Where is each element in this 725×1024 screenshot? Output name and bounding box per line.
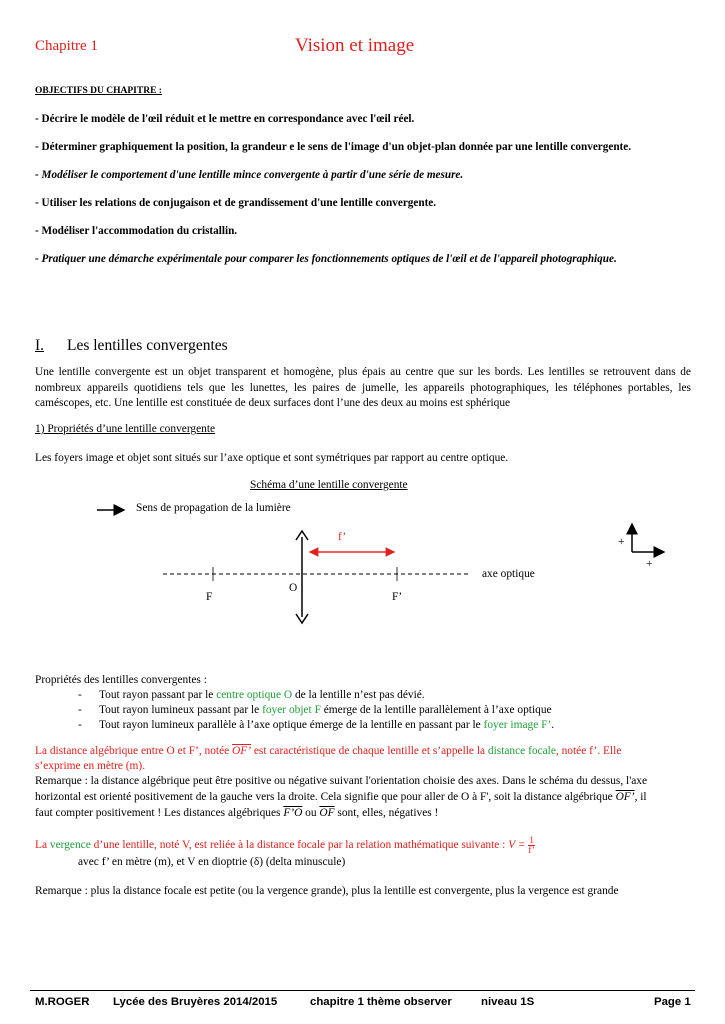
- objective-item: - Utiliser les relations de conjugaison et de grandissement d'une lentille convergente.: [35, 197, 437, 209]
- intro-paragraph: Une lentille convergente est un objet transparent et homogène, plus épais au centre que sur les bords. Les lentilles se retrouvent dans de nombreux appareils quotidiens tels que les lunettes, les paires de jumelle, les appareils photographiques, les téléphones portables, les caméscopes, etc. Une lentille est constituée de deux surfaces dont l’une des deux au moins est sphérique: [35, 366, 691, 409]
- section-number: I.: [35, 337, 45, 354]
- focal-definition-line2: s’exprime en mètre (m).: [35, 760, 146, 772]
- axis-label: axe optique: [482, 568, 535, 580]
- objective-item: - Déterminer graphiquement la position, la grandeur e le sens de l'image d'un objet-plan donnée par une lentille convergente.: [35, 141, 632, 153]
- vergence-fraction: $\frac{1}{f’}$: [528, 835, 535, 855]
- plus-vertical: +: [618, 536, 625, 548]
- properties-intro: Propriétés des lentilles convergentes :: [35, 674, 207, 686]
- property-item: - Tout rayon lumineux parallèle à l’axe optique émerge de la lentille en passant par le foyer image F’.: [78, 719, 555, 731]
- page-title: Vision et image: [295, 35, 415, 56]
- objective-item: - Modéliser l'accommodation du cristallin.: [35, 225, 238, 237]
- focus-object-label: F: [206, 591, 213, 603]
- foyers-text: Les foyers image et objet sont situés sur l’axe optique et sont symétriques par rapport au centre optique.: [35, 452, 509, 464]
- focus-image-label: F’: [392, 591, 403, 603]
- footer-divider: [30, 990, 695, 991]
- footer-school: Lycée des Bruyères 2014/2015: [113, 996, 278, 1008]
- remark1-line2: horizontal est orienté positivement de la gauche vers la droite. Cela signifie que pour aller de O à F', soit la distance algébrique OF’, il: [35, 791, 647, 803]
- property-item: - Tout rayon passant par le centre optique O de la lentille n’est pas dévié.: [78, 689, 425, 701]
- vergence-units: avec f’ en mètre (m), et V en dioptrie (δ) (delta minuscule): [78, 856, 346, 868]
- footer-author: M.ROGER: [35, 996, 90, 1008]
- schema-title: Schéma d’une lentille convergente: [250, 479, 408, 491]
- objective-item: - Pratiquer une démarche expérimentale pour comparer les fonctionnements optiques de l'œil et de l'appareil photographique.: [35, 253, 617, 265]
- section-title: Les lentilles convergentes: [67, 337, 228, 354]
- remark2: Remarque : plus la distance focale est petite (ou la vergence grande), plus la lentille est convergente, plus la vergence est grande: [35, 885, 619, 897]
- objective-item: - Décrire le modèle de l'œil réduit et le mettre en correspondance avec l'œil réel.: [35, 113, 415, 125]
- lens-diagram: [0, 490, 725, 640]
- remark1-line3: faut compter positivement ! Les distances algébriques F’O ou $\overline{OF}$ sont, elles, négatives !: [35, 807, 439, 819]
- propagation-label: Sens de propagation de la lumière: [136, 502, 291, 514]
- objectives-heading: OBJECTIFS DU CHAPITRE :: [35, 86, 162, 96]
- footer-chapter: chapitre 1 thème observer: [310, 996, 452, 1008]
- footer-level: niveau 1S: [481, 996, 535, 1008]
- objective-item: - Modéliser le comportement d'une lentille mince convergente à partir d'une série de mesure.: [35, 169, 464, 181]
- plus-horizontal: +: [646, 558, 653, 570]
- section-heading: [35, 337, 228, 355]
- footer-page: Page 1: [654, 996, 691, 1008]
- focal-definition-line1: La distance algébrique entre O et F’, notée OF’ est caractéristique de chaque lentille et s’appelle la distance focale, notée f’. Elle: [35, 745, 622, 757]
- focal-label: f’: [338, 531, 347, 543]
- center-label: O: [289, 582, 298, 594]
- subsection-heading: 1) Propriétés d’une lentille convergente: [35, 423, 216, 435]
- remark1-line1: Remarque : la distance algébrique peut être positive ou négative suivant l'orientation choisie des axes. Dans le schéma du dessus, l'axe: [35, 775, 648, 787]
- vergence-definition: La vergence d’une lentille, noté V, est reliée à la distance focale par la relation mathématique suivante : V = $\frac{1}{f’}$: [35, 835, 535, 855]
- property-item: - Tout rayon lumineux passant par le foyer objet F émerge de la lentille parallèlement à l’axe optique: [78, 704, 552, 716]
- chapter-label: Chapitre 1: [35, 38, 98, 54]
